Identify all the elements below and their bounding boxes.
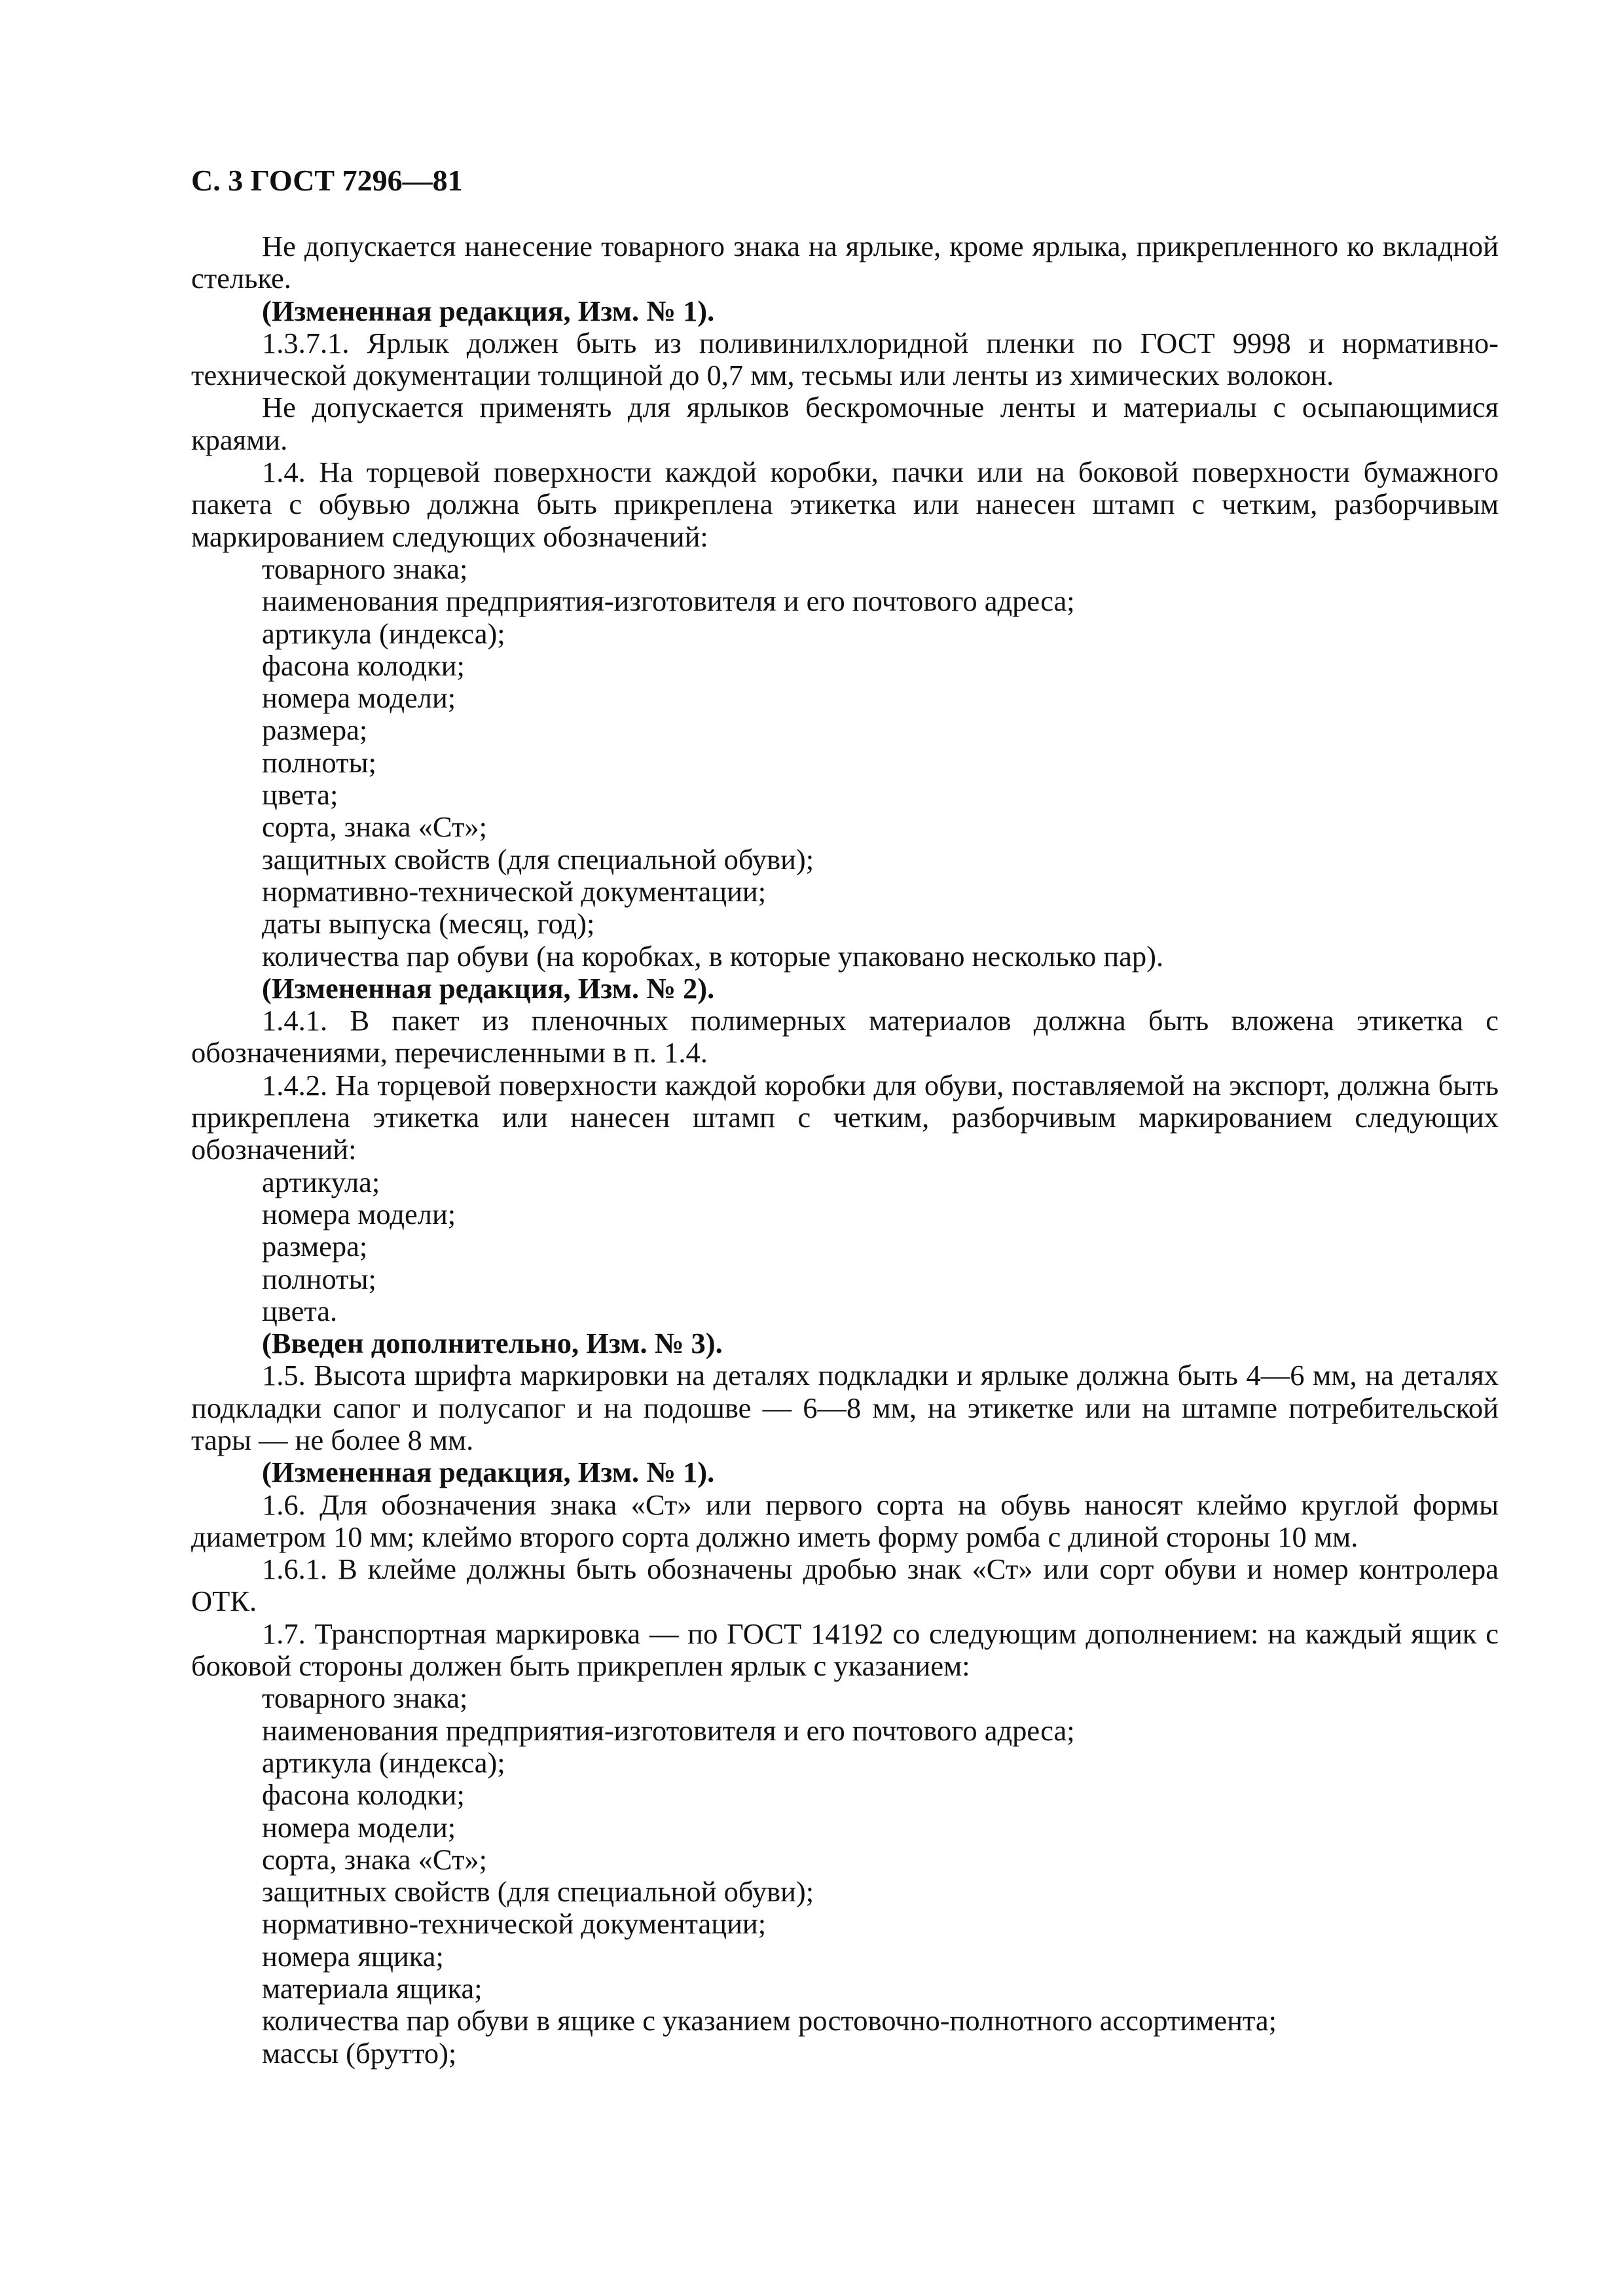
amendment-note: (Введен дополнительно, Изм. № 3). (262, 1327, 723, 1360)
paragraph: 1.6. Для обозначения знака «Ст» или первого сорта на обувь наносят клеймо круглой формы диаметром 10 мм; клеймо второго сорта должно иметь форму ромба с длиной стороны 10 мм. (191, 1488, 1499, 1553)
paragraph: 1.5. Высота шрифта маркировки на деталях подкладки и ярлыке должна быть 4—6 мм, на деталях подкладки сапог и полусапог и на подошве — 6—8 мм, на этикетке или на штампе потребительской тары — не более 8 мм. (191, 1359, 1499, 1456)
list-item: номера модели; (262, 1197, 456, 1230)
paragraph: 1.4.1. В пакет из пленочных полимерных материалов должна быть вложена этикетка с обозначениями, перечисленными в п. 1.4. (191, 1004, 1499, 1069)
list-item: размера; (262, 713, 368, 747)
paragraph: 1.7. Транспортная маркировка — по ГОСТ 14192 со следующим дополнением: на каждый ящик с боковой стороны должен быть прикреплен ярлык с указанием: (191, 1617, 1499, 1683)
list-item: цвета; (262, 778, 338, 812)
list-item: сорта, знака «Ст»; (262, 810, 488, 844)
list-item: даты выпуска (месяц, год); (262, 907, 595, 941)
list-item: защитных свойств (для специальной обуви); (262, 842, 814, 876)
paragraph: Не допускается применять для ярлыков бескромочные ленты и материалы с осыпающимися краями. (191, 391, 1499, 456)
list-item: количества пар обуви в ящике с указанием ростовочно-полнотного ассортимента; (262, 2004, 1277, 2037)
paragraph: 1.6.1. В клейме должны быть обозначены дробью знак «Ст» или сорт обуви и номер контролера ОТК. (191, 1552, 1499, 1618)
list-item: номера модели; (262, 1810, 456, 1844)
list-item: фасона колодки; (262, 1778, 465, 1812)
list-item: номера модели; (262, 681, 456, 715)
paragraph: 1.4.2. На торцевой поверхности каждой коробки для обуви, поставляемой на экспорт, должна быть прикреплена этикетка или нанесен штамп с четким, разборчивым маркированием следующих обозначений: (191, 1068, 1499, 1166)
list-item: полноты; (262, 1262, 376, 1295)
list-item: товарного знака; (262, 552, 468, 585)
amendment-note: (Измененная редакция, Изм. № 2). (262, 971, 715, 1005)
document-body (191, 230, 1499, 2070)
list-item: нормативно-технической документации; (262, 874, 767, 908)
list-item: размера; (262, 1230, 368, 1263)
list-item: сорта, знака «Ст»; (262, 1842, 488, 1876)
page-header: С. 3 ГОСТ 7296—81 (191, 164, 463, 197)
list-item: массы (брутто); (262, 2036, 457, 2070)
list-item: количества пар обуви (на коробках, в которые упаковано несколько пар). (262, 939, 1164, 973)
list-item: товарного знака; (262, 1681, 468, 1715)
paragraph: 1.4. На торцевой поверхности каждой коробки, пачки или на боковой поверхности бумажного пакета с обувью должна быть прикреплена этикетка или нанесен штамп с четким, разборчивым маркированием следующих обозначений: (191, 456, 1499, 553)
list-item: наименования предприятия-изготовителя и его почтового адреса; (262, 1713, 1075, 1747)
list-item: цвета. (262, 1294, 338, 1327)
list-item: артикула (индекса); (262, 617, 505, 650)
list-item: полноты; (262, 745, 376, 779)
paragraph: 1.3.7.1. Ярлык должен быть из поливинилхлоридной пленки по ГОСТ 9998 и нормативно-технической документации толщиной до 0,7 мм, тесьмы или ленты из химических волокон. (191, 326, 1499, 392)
list-item: материала ящика; (262, 1972, 483, 2005)
list-item: артикула (индекса); (262, 1746, 505, 1779)
list-item: артикула; (262, 1165, 380, 1198)
list-item: защитных свойств (для специальной обуви); (262, 1875, 814, 1909)
paragraph: Не допускается нанесение товарного знака на ярлыке, кроме ярлыка, прикрепленного ко вкладной стельке. (191, 230, 1499, 295)
list-item: фасона колодки; (262, 649, 465, 682)
amendment-note: (Измененная редакция, Изм. № 1). (262, 294, 715, 327)
list-item: нормативно-технической документации; (262, 1907, 767, 1941)
amendment-note: (Измененная редакция, Изм. № 1). (262, 1456, 715, 1489)
list-item: наименования предприятия-изготовителя и его почтового адреса; (262, 584, 1075, 618)
list-item: номера ящика; (262, 1939, 444, 1973)
